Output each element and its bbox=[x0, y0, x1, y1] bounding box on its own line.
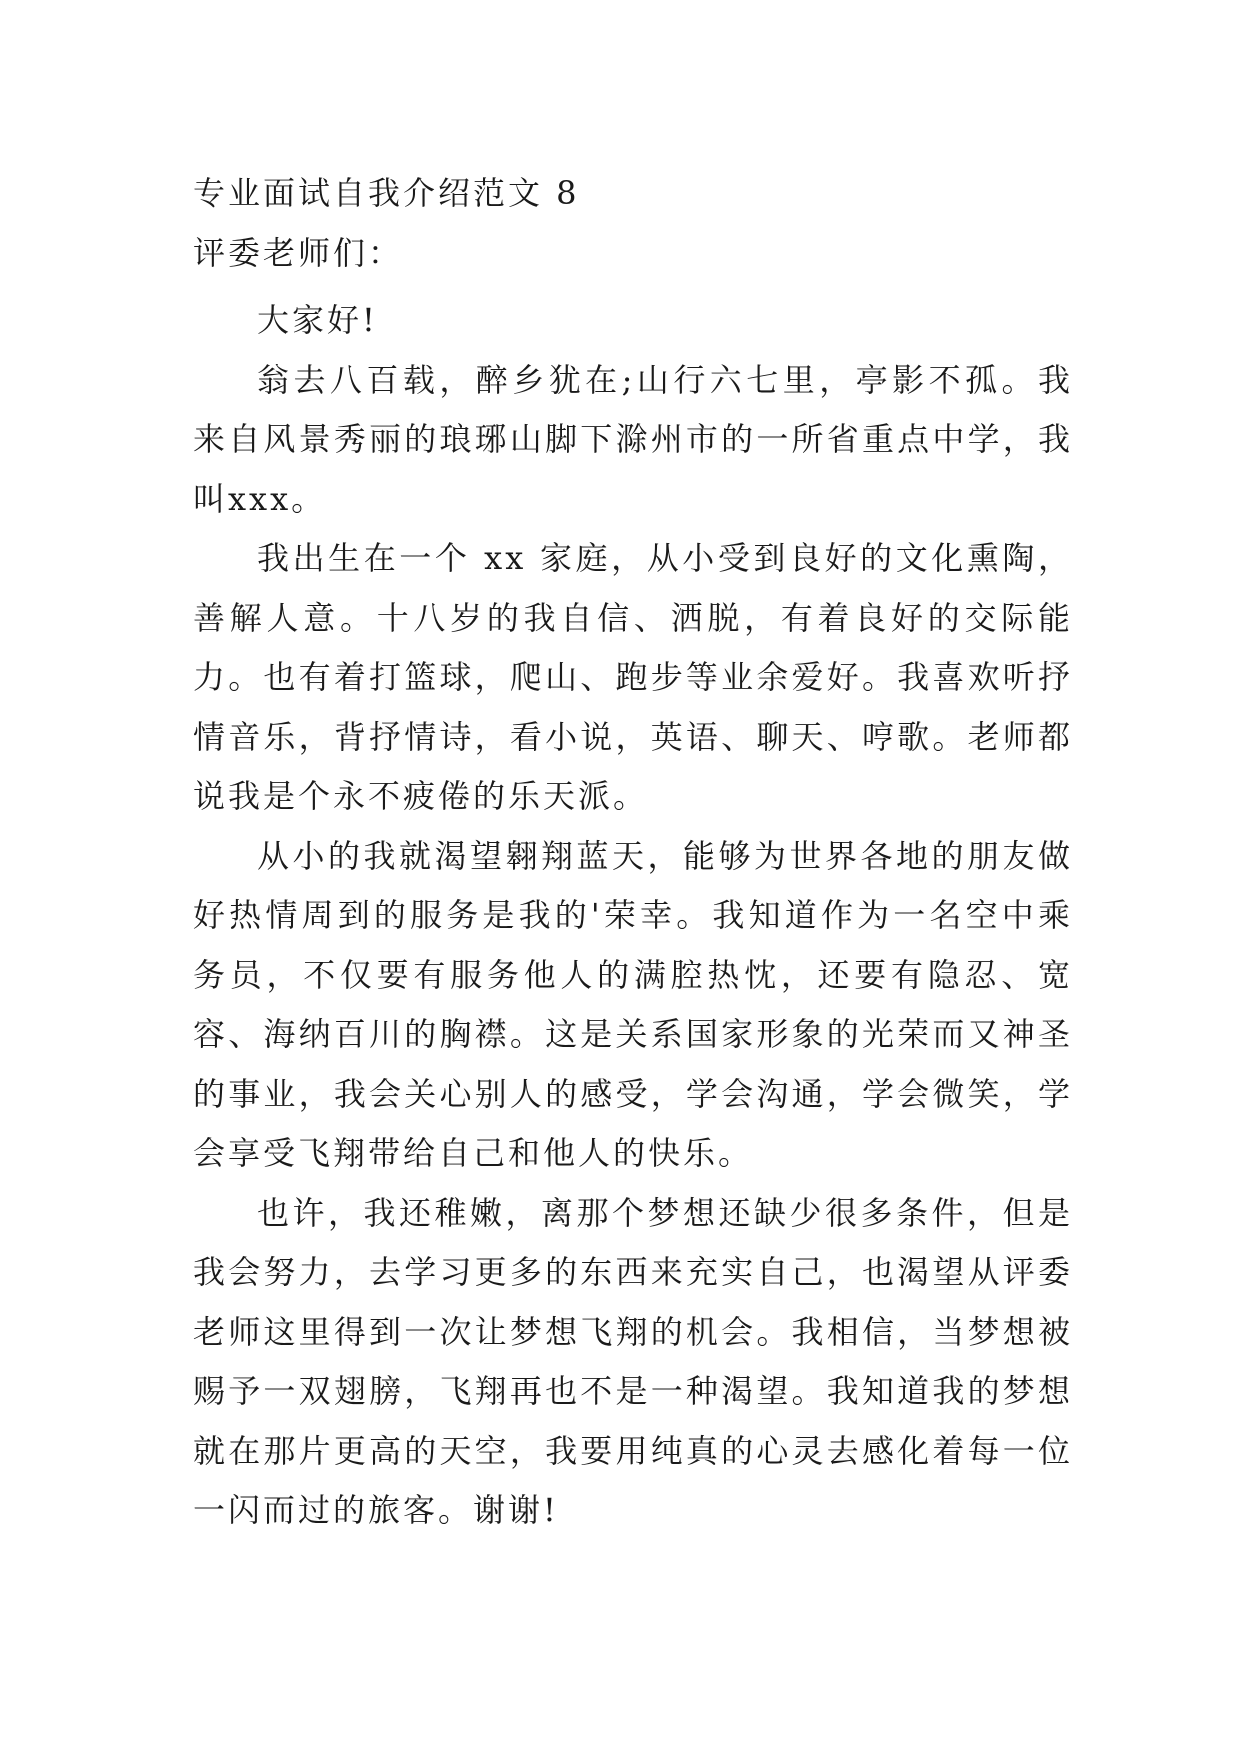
paragraph-introduction: 翁去八百载，醉乡犹在;山行六七里，亭影不孤。我来自风景秀丽的琅琊山脚下滁州市的一所省重点中学，我叫xxx。 bbox=[193, 360, 1073, 518]
paragraph-background: 我出生在一个 xx 家庭，从小受到良好的文化熏陶，善解人意。十八岁的我自信、洒脱，有着良好的交际能力。也有着打篮球，爬山、跑步等业余爱好。我喜欢听抒情音乐，背抒情诗，看小说，英语、聊天、哼歌。老师都说我是个永不疲倦的乐天派。 bbox=[193, 539, 1073, 815]
paragraph-greeting: 大家好! bbox=[257, 301, 378, 339]
document-body bbox=[193, 163, 1073, 1541]
document-title: 专业面试自我介绍范文 8 bbox=[193, 174, 580, 212]
paragraph-aspiration: 从小的我就渴望翱翔蓝天，能够为世界各地的朋友做好热情周到的服务是我的'荣幸。我知道作为一名空中乘务员，不仅要有服务他人的满腔热忱，还要有隐忍、宽容、海纳百川的胸襟。这是关系国家形象的光荣而又神圣的事业，我会关心别人的感受，学会沟通，学会微笑，学会享受飞翔带给自己和他人的快乐。 bbox=[193, 836, 1073, 1172]
paragraph-closing: 也许，我还稚嫩，离那个梦想还缺少很多条件，但是我会努力，去学习更多的东西来充实自己，也渴望从评委老师这里得到一次让梦想飞翔的机会。我相信，当梦想被赐予一双翅膀，飞翔再也不是一种渴望。我知道我的梦想就在那片更高的天空，我要用纯真的心灵去感化着每一位一闪而过的旅客。谢谢! bbox=[193, 1193, 1073, 1529]
salutation: 评委老师们： bbox=[193, 234, 404, 272]
